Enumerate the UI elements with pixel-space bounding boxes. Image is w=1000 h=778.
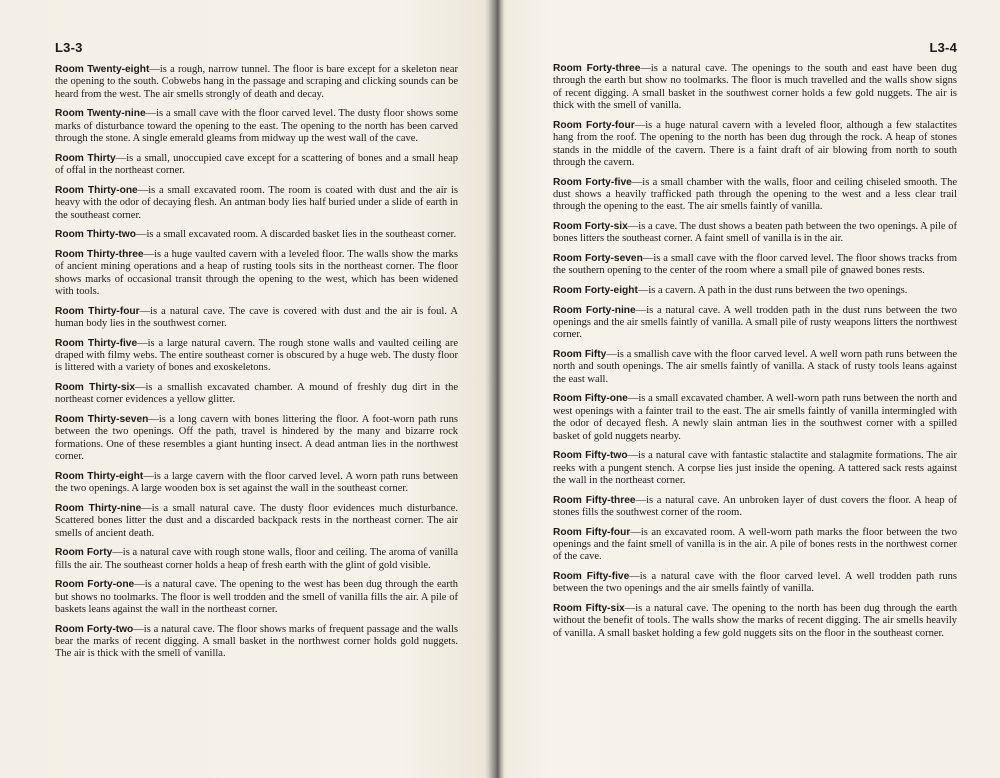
room-name: Room Thirty-six — [55, 382, 135, 394]
room-name: Room Twenty-nine — [55, 108, 146, 120]
room-name: Room Thirty-eight — [55, 470, 144, 482]
room-name: Room Thirty — [55, 152, 116, 164]
room-description: —is a rough, narrow tunnel. The floor is bare except for a skeleton near the opening to the south. Cobwebs hang in the passage and scraping and clicking sounds can be heard from the west. The air smells strongly of death and decay. — [55, 64, 458, 100]
room-entry — [55, 338, 458, 375]
room-description: —is a small chamber with the walls, floor and ceiling chiseled smooth. The dust shows a heavily trafficked path through the opening to the west and a less clear trail through the opening to the east. The air smells faintly of vanilla. — [553, 176, 957, 213]
room-name: Room Forty-six — [553, 221, 628, 233]
room-description: —is a small, unoccupied cave except for a scattering of bones and a small heap of offal in the northeast corner. — [55, 152, 458, 177]
book-gutter — [489, 0, 505, 778]
room-name: Room Fifty-two — [553, 450, 628, 462]
page-number: L3-4 — [929, 40, 957, 55]
room-description: —is a natural cave with fantastic stalactite and stalagmite formations. The air reeks with a pungent stench. A corpse lies just inside the opening. A tattered sack rests against the wall in the northeast corner. — [553, 450, 957, 487]
room-name: Room Thirty-one — [55, 184, 138, 196]
room-description: —is a huge natural cavern with a leveled floor, although a few stalactites hang from the roof. The opening to the north has been dug through the rock. A heap of stones stands in the middle of the cavern. There is a faint draft of air blowing from north to south through the cavern. — [553, 119, 957, 169]
room-description: —is a large cavern with the floor carved level. A worn path runs between the two openings. A large wooden box is set against the wall in the southeast corner. — [55, 470, 459, 495]
room-description: —is a natural cave. The opening to the north has been dug through the earth without the benefit of tools. The walls show the marks of recent digging. The air smells heavily of vanilla. A small basket holding a few gold nuggets sits on the floor in the southeast corner. — [553, 603, 957, 639]
room-entry — [553, 603, 957, 640]
room-entry — [55, 229, 458, 241]
room-name: Room Thirty-three — [55, 248, 144, 260]
room-name: Room Fifty-three — [553, 494, 636, 506]
room-name: Room Thirty-seven — [55, 414, 149, 426]
room-description: —is a long cavern with bones littering the floor. A foot-worn path runs between the two openings. Off the path, travel is hindered by the many and bizarre rock formations. One of these resembles a giant hunting insect. A dead antman lies in the northwest corner. — [55, 414, 458, 463]
room-name: Room Forty-four — [553, 119, 635, 131]
room-name: Room Forty-three — [553, 63, 641, 74]
room-description: —is a natural cave with rough stone walls, floor and ceiling. The aroma of vanilla fills the air. The southeast corner holds a heap of fresh earth with the glint of gold visible. — [55, 547, 458, 571]
room-description: —is a natural cave with the floor carved level. A well trodden path runs between the two openings and the air smells faintly of vanilla. — [553, 571, 957, 595]
room-entry — [55, 547, 458, 572]
room-entry — [553, 253, 957, 278]
room-entry — [55, 108, 458, 145]
room-entry — [553, 571, 957, 596]
room-name: Room Fifty — [553, 349, 607, 361]
room-description: —is a small excavated chamber. A well-worn path runs between the north and west openings with a fainter trail to the east. The air smells faintly of vanilla intermingled with the odor of decayed flesh. A newly slain antman lies in the southwest corner with a spilled basket of gold nuggets nearby. — [553, 393, 957, 442]
room-description: —is a small excavated room. A discarded basket lies in the southeast corner. — [135, 229, 457, 241]
room-entries — [55, 64, 458, 668]
room-description: —is a small cave with the floor carved level. The dusty floor shows some marks of disturbance toward the opening to the east. The opening to the north has been carved through the stone. A single emerald gleams from midway up the west wall of the cave. — [55, 108, 458, 145]
room-description: —is a natural cave. The floor shows marks of frequent passage and the walls bear the marks of recent digging. A small basket in the northwest corner holds gold nuggets. The air is thick with the smell of vanilla. — [55, 623, 458, 660]
room-description: —is a small excavated room. The room is coated with dust and the air is heavy with the odor of decaying flesh. An antman body lies half buried under a slide of earth in the southeast corner. — [55, 184, 459, 221]
room-description: —is a natural cave. An unbroken layer of dust covers the floor. A heap of stones fills the southwest corner of the room. — [553, 494, 958, 519]
room-entry — [553, 285, 957, 297]
room-name: Room Forty-nine — [553, 304, 636, 316]
room-entry — [553, 221, 957, 246]
room-entry — [553, 393, 957, 443]
room-description: —is a cavern. A path in the dust runs between the two openings. — [637, 285, 908, 297]
room-entry — [55, 64, 458, 101]
room-description: —is a natural cave. A well trodden path in the dust runs between the two openings and the air smells faintly of vanilla. A small pile of rusty weapons litters the northwest corner. — [553, 304, 957, 341]
room-description: —is a natural cave. The cave is covered with dust and the air is foul. A human body lies in the southwest corner. — [55, 305, 458, 330]
room-description: —is a small natural cave. The dusty floor evidences much disturbance. Scattered bones litter the dust and a discarded backpack rests in the northeast corner. The air smells of ancient death. — [55, 502, 458, 539]
room-entry — [553, 63, 957, 113]
room-entry — [553, 305, 957, 342]
room-name: Room Fifty-six — [553, 603, 625, 615]
room-description: —is a small cave with the floor carved level. The floor shows tracks from the southern opening to the center of the room where a small pile of gnawed bones rests. — [553, 253, 957, 277]
room-name: Room Forty-five — [553, 176, 632, 188]
room-entry — [55, 503, 458, 540]
room-description: —is a huge vaulted cavern with a leveled floor. The walls show the marks of ancient mining operations and a heap of rusting tools sits in the northeast corner. The floor shows marks of occasional transit through the opening to the west, which has been widened with tools. — [55, 248, 459, 298]
room-entry — [55, 306, 458, 331]
room-description: —is a smallish cave with the floor carved level. A well worn path runs between the north and south openings. The air smells faintly of vanilla. A stack of rusty tools leans against the east wall. — [553, 349, 957, 385]
room-description: —is a cave. The dust shows a beaten path between the two openings. A pile of bones litters the southeast corner. A faint smell of vanilla is in the air. — [553, 221, 957, 245]
room-entry — [55, 414, 458, 464]
room-entry — [55, 185, 458, 222]
room-description: —is a natural cave. The openings to the south and east have been dug through the earth but show no toolmarks. The floor is much travelled and the walls show signs of recent digging. A small basket in the southwest corner holds a few gold nuggets. The air is thick with the smell of vanilla. — [553, 63, 957, 112]
room-entry — [553, 527, 957, 564]
room-entry — [55, 153, 458, 178]
room-name: Room Twenty-eight — [55, 64, 150, 75]
room-description: —is a large natural cavern. The rough stone walls and vaulted ceiling are draped with filmy webs. The entire southeast corner is obscured by a huge web. The dusty floor is littered with a variety of bones and exoskeletons. — [55, 337, 458, 374]
room-entry — [553, 177, 957, 214]
room-entry — [55, 579, 458, 616]
room-name: Room Forty — [55, 547, 113, 559]
room-description: —is a natural cave. The opening to the west has been dug through the earth but shows no toolmarks. The floor is well trodden and the smell of vanilla fills the air. A pile of baskets leans against the wall in the northeast corner. — [55, 579, 459, 616]
room-name: Room Thirty-two — [55, 229, 136, 241]
room-name: Room Thirty-nine — [55, 502, 142, 514]
room-entry — [55, 624, 458, 661]
room-name: Room Forty-two — [55, 623, 134, 635]
room-entry — [55, 382, 458, 407]
room-name: Room Forty-eight — [553, 285, 638, 297]
room-entry — [553, 495, 957, 520]
room-name: Room Fifty-four — [553, 526, 631, 538]
room-entry — [553, 450, 957, 487]
room-description: —is a smallish excavated chamber. A mound of freshly dug dirt in the northeast corner evidences a yellow glitter. — [55, 382, 458, 406]
room-name: Room Fifty-one — [553, 393, 628, 405]
room-name: Room Fifty-five — [553, 571, 630, 583]
room-entry — [553, 349, 957, 386]
room-name: Room Thirty-four — [55, 305, 140, 317]
room-entry — [55, 249, 458, 299]
room-name: Room Forty-one — [55, 579, 135, 591]
room-name: Room Forty-seven — [553, 253, 643, 265]
room-name: Room Thirty-five — [55, 337, 138, 349]
room-entry — [55, 471, 458, 496]
room-description: —is an excavated room. A well-worn path marks the floor between the two openings and the faint smell of vanilla is in the air. A pile of bones rests in the northwest corner of the cave. — [553, 526, 957, 563]
room-entries — [553, 63, 957, 647]
room-entry — [553, 120, 957, 170]
page-number: L3-3 — [55, 40, 83, 55]
